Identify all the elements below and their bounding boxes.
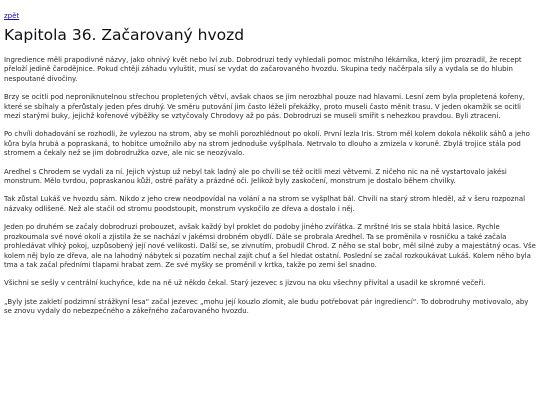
paragraph: Aredhel s Chrodem se vydali za ní. Jejich výstup už nebyl tak ladný ale po chvíli se též ocitli mezi větvemi. Z ničeho nic na ně vystartovalo jakési monstrum. Mělo tvrdou, popraskanou kůži, ostré pařáty a prázdné oči. Jelikož byly zaskočení, monstrum je dostalo během chvilky. (4, 167, 507, 186)
paragraph: Tak zůstal Lukáš ve hvozdu sám. Nikdo z jeho crew neodpovídal na volání a na strom se vyšplhat bál. Chvíli na starý strom hleděl, až v šeru rozpoznal názvaky odlišené. Než ale stačil od stromu poodstoupit, monstrum vyskočilo ze dřeva a dostalo i něj. (4, 195, 526, 213)
paragraph: Brzy se ocitli pod neproniknutelnou střechou propletených větví, avšak chaos se jim nerozbhal pouze nad hlavami. Lesní zem byla propletená kořeny, které se sbíhaly a přerůstaly jeden přes druhý. Ve směru putování jim často léželi překážky, proto museli často měnit trasu. V jeden okamžik se ocitli mezi starými buky, jejichž kořenové výběžky se vztyčovaly Chrodovy až po pás. Dobrodruzi se museli smířit s nehezkou pravdou. Byli ztraceni. (4, 93, 525, 121)
back-link[interactable]: zpět (4, 12, 20, 20)
paragraph: Po chvíli dohadování se rozhodli, že vylezou na strom, aby se mohli porozhlédnout po okolí. První lezla Iris. Strom měl kolem dokola několik sáhů a jeho kůra byla hrubá a popraskaná, to hobitce umožnilo aby na strom jednoduše vyšplhala. Netrvalo to dlouho a zmizela v koruně. Zbylá trojice stála pod stromem a čekaly než se jim dobrodružka ozve, ale nic se neozývalo. (4, 130, 530, 158)
paragraph: „Byly jste zakletí podzimní strážkyní lesa“ začal jezevec „mohu její kouzlo zlomit, ale budu potřebovat pár ingrediencí“. To dobrodruhy motivovalo, aby se znovu vydaly do nebezpečného a zákeřného začarovaného hvozdu. (4, 297, 529, 316)
paragraph: Ingredience měli prapodivné názvy, jako ohnivý květ nebo lví zub. Dobrodruzi tedy vyhledali pomoc místního lékárníka, který jim prozradil, že recept přeloží jedině čarodějnice. Pokud chtějí záhadu vyluštit, musí se vydat do začarovaného hvozdu. Skupina tedy nače̓rpala síly a vydala se do hlubin nespoutané divočiny. (4, 56, 522, 83)
chapter-title: Kapitola 36. Začarovaný hvozd (4, 26, 245, 44)
paragraph: Jeden po druhém se začaly dobrodruzi probouzet, avšak každý byl proklet do podoby jiného zvířátka. Z mrštné Iris se stala hbitá lasice. Rychle prozkoumala své nové okolí a zjistila že se nachází v jakémsi drobném obydlí. Dále se probrala Aredhel. Ta se proměnila v rosničku a také začala prohledávat vlhký pokoj, uzpůsobený její nové velikosti. Další se, se zivnutím, probudil Chrod. Z něho se stal bobr, měl silné zuby a majestátný ocas. Vše kolem něj bylo ze dřeva, ale na lahodný nábytek si pozatím nechal zajít chuť a šel hledat ostatní. Poslední se začal rozkoukávat Lukáš. Kolem něho byla tma a tak začal předními tlapami hrabat zem. Ze své myšky se proměnil v krtka, takže po zemi šel snadno. (4, 223, 536, 269)
chapter-body (4, 56, 536, 317)
paragraph: Všichni se sešly v centrální kuchyňce, kde na ně už někdo čekal. Starý jezevec s jizvou na oku všechny přivítal a usadil ke skromné večeři. (4, 279, 486, 288)
